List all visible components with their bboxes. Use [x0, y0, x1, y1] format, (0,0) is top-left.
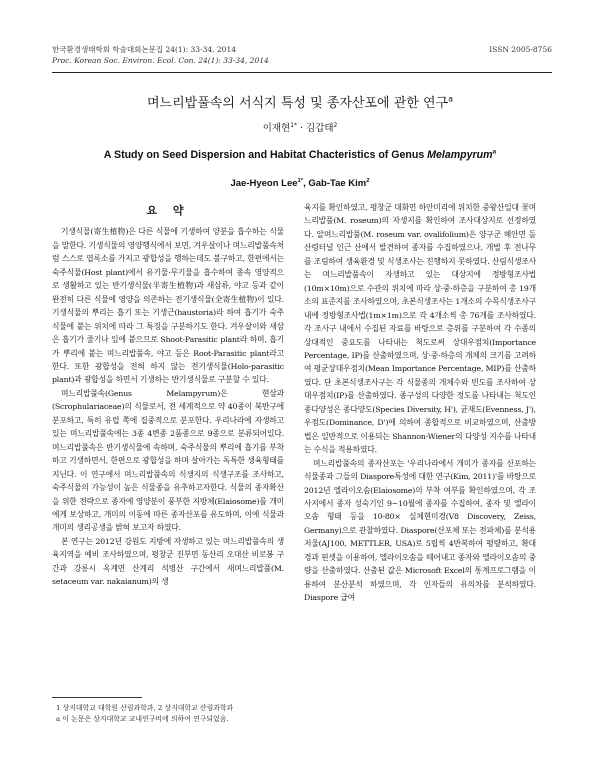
footnotes	[56, 703, 296, 725]
right-paragraph-1: 육지를 확인하였고, 평창군 대화면 하안미리에 위치한 중왕산일대 꽃며느리밥풀(M. roseum)의 자생지를 확인하여 조사대상지로 선정하였다. 알며느리밥풀(M. roseum var. ovalifolium)은 양구군 해안면 돌산령터널 인근 산에서 발견하여 종자를 수집하였으나, 개벌 후 전나무를 조림하여 생육환경 및 식생조사는 진행하지 못하였다. 산림식생조사는 며느리밥풀속이 자생하고 있는 대상지에 정방형조사법(10m×10m)으로 수관의 위치에 따라 상·중·하층을 구분하여 총 19개소의 표준지를 조사하였으며, 초본식생조사는 1개소의 수목식생조사구 내에 정방형조사법(1m×1m)으로 각 4개소씩 총 76개를 조사하였다. 각 조사구 내에서 수집된 자료를 바탕으로 층위를 구분하여 각 수종의 상대적인 중요도를 나타내는 척도로써 상대우점치(Importance Percentage, IP)를 산출하였으며, 상·중·하층의 개체의 크기를 고려하여 평균상대우점치(Mean Importance Percentage, MIP)를 산출하였다. 단 초본식생조사구는 각 식물종의 개체수와 빈도를 조사하여 상대우점치(IP)를 산출하였다. 종구성의 다양한 정도를 나타내는 척도인 종다양성은 종다양도(Species Diversity, H'), 균재도(Evenness, J'), 우점도(Dominance, D')에 의하여 종합적으로 비교하였으며, 산출방법은 일반적으로 이용되는 Shannon-Wiener의 다양성 지수를 나타내는 수식을 적용하였다.	[304, 203, 536, 455]
title-korean	[0, 92, 600, 111]
title-en-footnote-mark: a	[492, 148, 497, 156]
authors-korean	[0, 120, 600, 134]
title-ko-footnote-mark: a	[448, 94, 453, 104]
author-separator-en: ,	[303, 178, 309, 189]
left-paragraph-3: 본 연구는 2012년 강원도 지방에 자생하고 있는 며느리밥풀속의 생육지역을 예비 조사하였으며, 평창군 진부면 동산리 오대산 비로봉 구간과 강릉시 옥계면 산계리 석병산 구간에서 새며느리밥풀(M. setaceum var. nakaianum)의 생	[52, 536, 284, 587]
author-2-en: Gab-Tae Kim	[308, 178, 367, 189]
title-ko-text: 며느리밥풀속의 서식지 특성 및 종자산포에 관한 연구	[146, 96, 449, 111]
left-column	[52, 204, 284, 589]
author-1-en: Jae-Hyeon Lee	[230, 178, 298, 189]
author-1-en-mark: 1*	[297, 177, 304, 184]
right-column	[304, 201, 536, 605]
author-2-ko-mark: 2	[333, 122, 338, 129]
title-english	[0, 149, 600, 161]
authors-english	[0, 178, 600, 189]
left-paragraph-1: 기생식물(寄生植物)은 다른 식물에 기생하여 양분을 흡수하는 식물을 말한다. 기생식물의 영양행식에서 보면, 겨우살이나 며느리밥풀속처럼 스스로 엽록소를 가지고 광합성을 행하는데도 불구하고, 한편에서는 숙주식물(Host plant)에서 유기물·무기물을 흡수하여 종속 영양적으로 생활하고 있는 반기생식물(半寄生植物)과 새삼류, 야고 등과 같이 완전히 다른 식물에 영양을 의존하는 전기생식물(全寄生植物)이 있다. 기생식물의 뿌리는 흡기 또는 기생근(haustoria)라 하여 흡기가 숙주식물에 붙는 위치에 따라 그 특징을 구분하기도 한다. 겨우살이와 새삼은 흡기가 줄기나 잎에 붙으므로 Shoot-Parasitic plant라 하며, 흡기가 뿌리에 붙는 며느리밥풀속, 야고 등은 Root-Parasitic plant라고 한다. 또한 광합성을 전혀 하지 않는 전기생식물(Holo-parasitic plant)과 광합성을 하면서 기생하는 반기생식물로 구분할 수 있다.	[52, 227, 284, 385]
right-paragraph-2: 며느리밥풀속의 종자산포는 '우리나라에서 개미가 종자를 산포하는 식물종과 그들의 Diaspore특성에 대한 연구(Kim, 2011)'를 바탕으로 2012년 엘라이오솜(Elaiosome)의 부착 여부를 확인하였으며, 각 조사지에서 종자 성숙기인 9~10월에 종자를 수집하여, 종자 및 엘라이오솜 형태 등을 10-80× 실체현미경(V8 Discovery, Zeiss, Germany)으로 관찰하였다. Diaspore(산포체 또는 전파체)를 분석용 저울(AJ100, METTLER, USA)로 5립씩 4반복하여 평량하고, 확대경과 핀셋을 이용하여, 엘라이오솜을 떼어내고 종자와 엘라이오솜의 중량을 산출하였다. 산출된 값은 Microsoft Excel의 통계프로그램을 이용하여 분산분석 하였으며, 각 인자들의 유의차를 분석하였다. Diaspore 급여	[304, 458, 536, 603]
footnote-affiliations: 1 상지대학교 대학원 산림과학과, 2 상지대학교 산림과학과	[56, 704, 234, 712]
author-separator-ko: ·	[299, 123, 303, 134]
footnote-funding: a 이 논문은 상지대학교 교내연구비에 의하여 연구되었음.	[56, 715, 229, 723]
header-rule	[52, 72, 552, 73]
title-en-text: A Study on Seed Dispersion and Habitat Chacteristics of Genus	[103, 149, 428, 161]
journal-citation-ko: 한국환경생태학회 학술대회논문집 24(1): 33-34, 2014	[52, 45, 236, 54]
issn: ISSN 2005-8756	[489, 45, 552, 54]
author-1-ko-mark: 1*	[290, 122, 297, 129]
author-1-ko: 이재현	[262, 123, 291, 134]
title-en-genus: Melampyrum	[427, 149, 493, 161]
journal-header	[52, 44, 552, 66]
left-paragraph-2: 며느리밥풀속(Genus Melampyrum)은 현삼과(Scrophulariaceae)의 식물로서, 전 세계적으로 약 40종이 북반구에 분포하고, 특히 유럽 쪽에 집중적으로 분포한다. 우리나라에 자생하고 있는 며느리밥풀속에는 3종 4변종 2품종으로 9종으로 분류되어있다. 며느리밥풀속은 반기생식물에 속하며, 숙주식물의 뿌리에 흡기를 부착하고 기생하면서, 한편으로 광합성을 하며 살아가는 독특한 생육형태를 지닌다. 이 연구에서 며느리밥풀속의 식생지의 식생구조를 조사하고, 숙주식물의 가능성이 높은 식물종을 유추하고자한다. 식물의 종자확산을 위한 전략으로 종자에 영양분이 풍부한 지방체(Elaiosome)를 개미에게 보상하고, 개미의 이동에 따른 종자산포를 유도하며, 이에 식물과 개미의 생리공생을 밝혀 보고자 하였다.	[52, 388, 284, 533]
author-2-en-mark: 2	[366, 177, 370, 184]
footnote-rule	[52, 697, 142, 698]
author-2-ko: 김갑태	[306, 123, 334, 134]
abstract-heading: 요 약	[146, 204, 190, 217]
journal-citation-en: Proc. Korean Soc. Environ. Ecol. Con. 24(1): 33-34, 2014	[52, 56, 269, 65]
